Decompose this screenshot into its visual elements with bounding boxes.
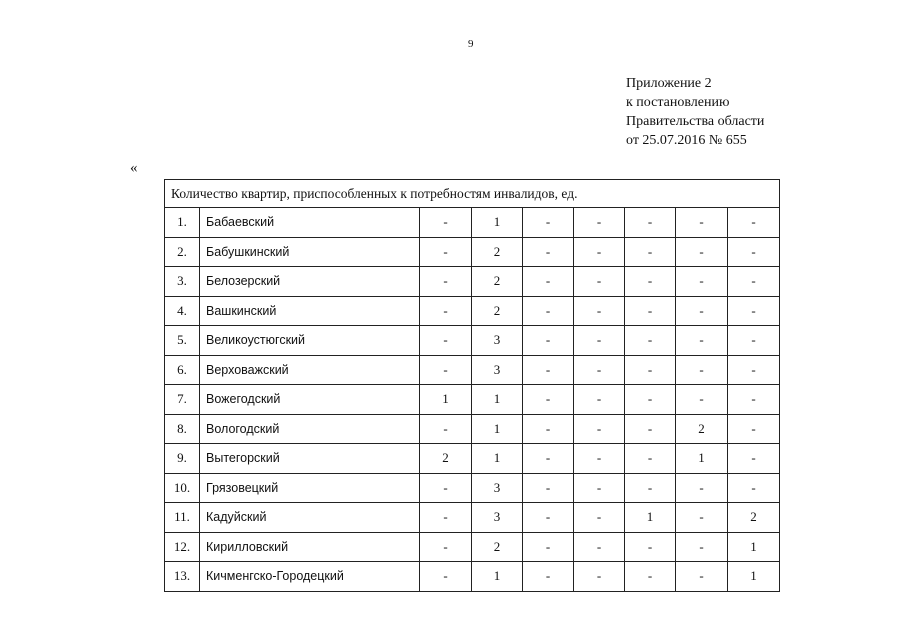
row-number: 6. [165, 355, 200, 385]
value-cell: 1 [625, 503, 676, 533]
value-cell: - [420, 473, 472, 503]
value-cell: - [676, 296, 728, 326]
table-row [165, 473, 780, 503]
value-cell: - [728, 237, 780, 267]
value-cell: - [574, 385, 625, 415]
value-cell: - [625, 532, 676, 562]
value-cell: - [625, 444, 676, 474]
table-header: Количество квартир, приспособленных к потребностям инвалидов, ед. [165, 180, 780, 208]
table-row [165, 326, 780, 356]
row-number: 11. [165, 503, 200, 533]
page-number: 9 [468, 38, 474, 50]
district-name: Белозерский [200, 267, 420, 297]
value-cell: - [625, 385, 676, 415]
value-cell: 1 [676, 444, 728, 474]
value-cell: - [523, 355, 574, 385]
value-cell: - [574, 562, 625, 592]
row-number: 4. [165, 296, 200, 326]
table-row [165, 385, 780, 415]
value-cell: - [625, 414, 676, 444]
value-cell: 2 [472, 532, 523, 562]
value-cell: - [728, 208, 780, 238]
value-cell: 3 [472, 503, 523, 533]
value-cell: - [574, 444, 625, 474]
value-cell: - [574, 237, 625, 267]
appendix-line: к постановлению [626, 95, 730, 110]
table-row [165, 503, 780, 533]
value-cell: - [676, 532, 728, 562]
value-cell: - [523, 444, 574, 474]
value-cell: - [523, 473, 574, 503]
row-number: 3. [165, 267, 200, 297]
value-cell: - [728, 296, 780, 326]
value-cell: 2 [728, 503, 780, 533]
value-cell: - [728, 444, 780, 474]
district-name: Вологодский [200, 414, 420, 444]
value-cell: - [420, 562, 472, 592]
table-row [165, 355, 780, 385]
table-row [165, 532, 780, 562]
row-number: 9. [165, 444, 200, 474]
apartments-table [164, 179, 780, 592]
table-row [165, 444, 780, 474]
value-cell: - [420, 208, 472, 238]
value-cell: - [676, 208, 728, 238]
value-cell: - [728, 473, 780, 503]
district-name: Кичменгско-Городецкий [200, 562, 420, 592]
district-name: Вожегодский [200, 385, 420, 415]
appendix-reference [626, 74, 764, 150]
row-number: 7. [165, 385, 200, 415]
value-cell: - [420, 355, 472, 385]
value-cell: 3 [472, 326, 523, 356]
appendix-line: Правительства области [626, 114, 765, 129]
value-cell: 2 [676, 414, 728, 444]
district-name: Грязовецкий [200, 473, 420, 503]
value-cell: - [523, 385, 574, 415]
value-cell: - [574, 296, 625, 326]
appendix-line: от 25.07.2016 № 655 [626, 133, 747, 148]
value-cell: - [676, 503, 728, 533]
value-cell: - [574, 267, 625, 297]
value-cell: 2 [472, 296, 523, 326]
table-row [165, 296, 780, 326]
value-cell: - [523, 208, 574, 238]
value-cell: - [728, 326, 780, 356]
district-name: Бабушкинский [200, 237, 420, 267]
value-cell: - [728, 414, 780, 444]
value-cell: - [523, 532, 574, 562]
value-cell: - [523, 503, 574, 533]
row-number: 2. [165, 237, 200, 267]
value-cell: - [625, 267, 676, 297]
value-cell: 1 [420, 385, 472, 415]
value-cell: - [625, 355, 676, 385]
value-cell: - [676, 562, 728, 592]
row-number: 13. [165, 562, 200, 592]
district-name: Вытегорский [200, 444, 420, 474]
value-cell: - [676, 385, 728, 415]
row-number: 1. [165, 208, 200, 238]
district-name: Вашкинский [200, 296, 420, 326]
appendix-line: Приложение 2 [626, 76, 712, 91]
value-cell: - [676, 267, 728, 297]
district-name: Великоустюгский [200, 326, 420, 356]
value-cell: - [574, 208, 625, 238]
value-cell: - [523, 414, 574, 444]
value-cell: 2 [420, 444, 472, 474]
value-cell: 2 [472, 267, 523, 297]
value-cell: - [676, 326, 728, 356]
value-cell: - [420, 414, 472, 444]
table-row [165, 267, 780, 297]
value-cell: 2 [472, 237, 523, 267]
value-cell: - [625, 237, 676, 267]
value-cell: - [728, 355, 780, 385]
value-cell: - [420, 267, 472, 297]
value-cell: 3 [472, 355, 523, 385]
row-number: 12. [165, 532, 200, 562]
table-row [165, 562, 780, 592]
value-cell: - [574, 355, 625, 385]
value-cell: - [625, 208, 676, 238]
value-cell: - [420, 237, 472, 267]
value-cell: 1 [472, 414, 523, 444]
value-cell: - [523, 296, 574, 326]
value-cell: 1 [728, 562, 780, 592]
value-cell: - [676, 237, 728, 267]
value-cell: - [625, 326, 676, 356]
value-cell: - [625, 562, 676, 592]
value-cell: - [574, 503, 625, 533]
district-name: Верховажский [200, 355, 420, 385]
value-cell: - [574, 326, 625, 356]
value-cell: - [420, 532, 472, 562]
value-cell: 1 [472, 562, 523, 592]
table-row [165, 208, 780, 238]
value-cell: - [523, 267, 574, 297]
row-number: 8. [165, 414, 200, 444]
row-number: 5. [165, 326, 200, 356]
value-cell: 1 [472, 208, 523, 238]
value-cell: - [420, 296, 472, 326]
value-cell: - [523, 326, 574, 356]
value-cell: 1 [728, 532, 780, 562]
value-cell: - [728, 267, 780, 297]
value-cell: 3 [472, 473, 523, 503]
value-cell: - [728, 385, 780, 415]
table-row [165, 237, 780, 267]
value-cell: - [625, 296, 676, 326]
opening-quote: « [130, 160, 138, 176]
row-number: 10. [165, 473, 200, 503]
value-cell: - [574, 532, 625, 562]
district-name: Бабаевский [200, 208, 420, 238]
value-cell: - [676, 355, 728, 385]
value-cell: - [625, 473, 676, 503]
district-name: Кирилловский [200, 532, 420, 562]
district-name: Кадуйский [200, 503, 420, 533]
value-cell: - [574, 414, 625, 444]
table-row [165, 414, 780, 444]
table-header-row [165, 180, 780, 208]
value-cell: 1 [472, 385, 523, 415]
value-cell: - [523, 562, 574, 592]
value-cell: - [574, 473, 625, 503]
value-cell: - [420, 503, 472, 533]
value-cell: 1 [472, 444, 523, 474]
value-cell: - [676, 473, 728, 503]
value-cell: - [523, 237, 574, 267]
value-cell: - [420, 326, 472, 356]
